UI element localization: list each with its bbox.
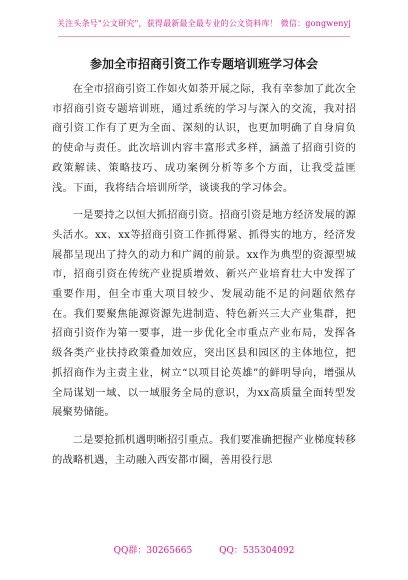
paragraph-point-two: 二是要抢抓机遇明晰招引重点。我们要准确把握产业梯度转移的战略机遇，主动融入西安都市圈，善用役行思 — [52, 433, 357, 466]
footer-qq: QQ：535304092 — [219, 546, 295, 556]
footer-qq-group: QQ群：30265665 — [113, 546, 193, 556]
document-body — [52, 80, 356, 478]
header-notice: 关注头条号"公文研究"，获得最新最全最专业的公文资料库！ 微信：gongwenyj — [56, 19, 352, 28]
document-title: 参加全市招商引资工作专题培训班学习体会 — [89, 57, 318, 71]
header-divider — [58, 36, 350, 37]
footer-contact — [0, 543, 408, 556]
paragraph-intro: 在全市招商引资工作如火如荼开展之际，我有幸参加了此次全市招商引资专题培训班，通过系统的学习与深入的交流，我对招商引资工作有了更为全面、深刻的认识，也更加明确了自身肩负的使命与责任。此次培训内容丰富形式多样，涵盖了招商引资的政策解读、策略技巧、成功案例分析等多个方面，让我受益匪浅。下面，我将结合培训所学，谈谈我的学习体会。 — [52, 83, 357, 194]
paragraph-point-one: 一是要持之以恒大抓招商引资。招商引资是地方经济发展的源头活水。xx、xx等招商引资工作抓得紧、抓得实的地方，经济发展都呈现出了持久的动力和广阔的前景。xx作为典型的资源型城市，招商引资在传统产业提质增效、新兴产业培育壮大中发挥了重要作用，但全市重大项目较少、发展动能不足的问题依然存在。我们要聚焦能源资源先进制造、特色新兴三大产业集群，把招商引资作为第一要事，进一步优化全市重点产业布局，发挥各级各类产业扶持政策叠加效应，突出区县和园区的主体地位，把抓招商作为主责主业，树立“以项目论英雄”的鲜明导向，增强从全局谋划一域、以一域服务全局的意识，为xx高质量全面转型发展聚势储能。 — [52, 209, 357, 419]
